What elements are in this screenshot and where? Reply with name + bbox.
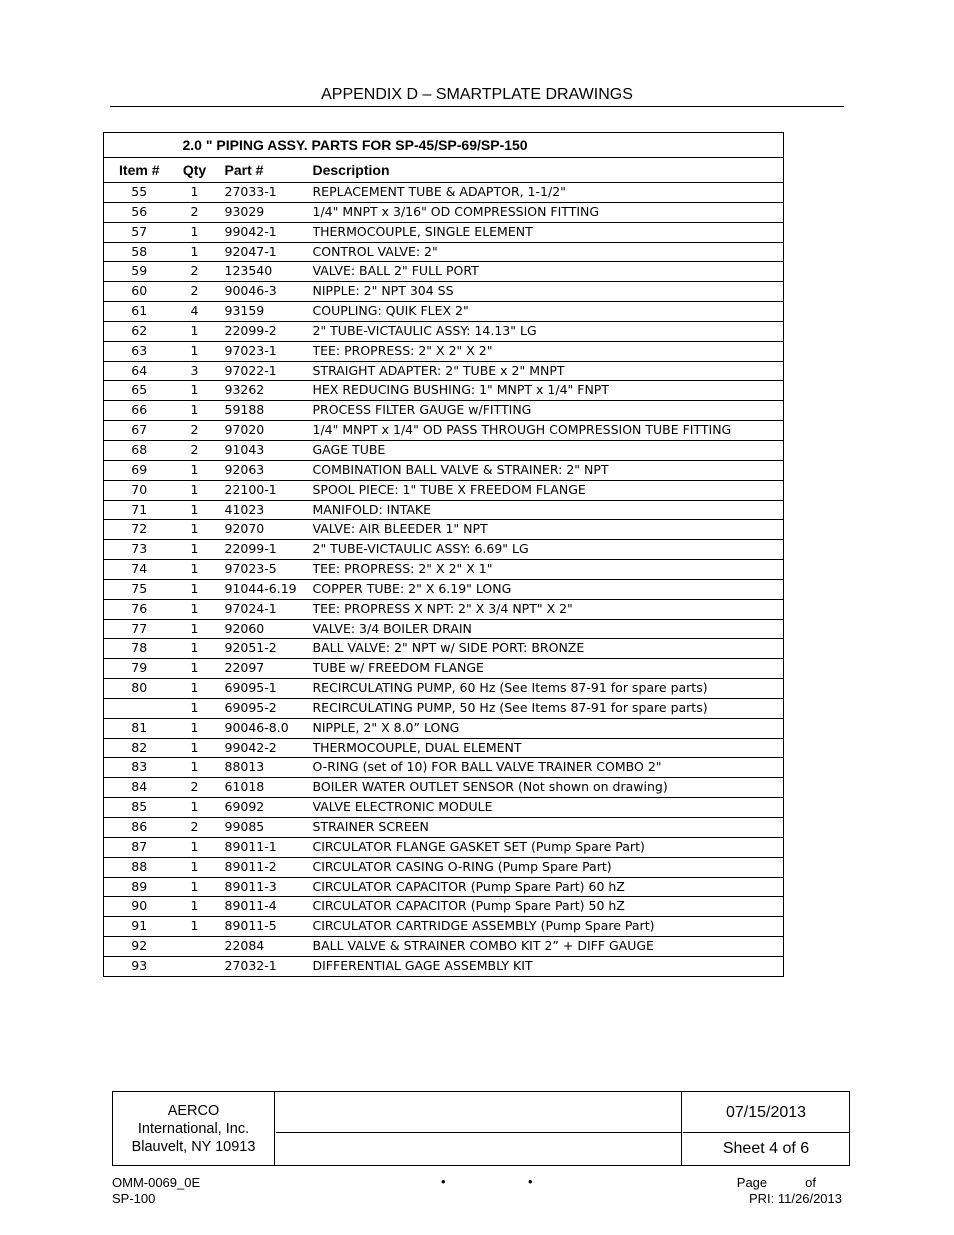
item-cell: 92	[104, 937, 175, 957]
table-row	[104, 282, 784, 302]
part-number-cell: 22097	[215, 659, 313, 679]
qty-cell: 1	[175, 460, 215, 480]
footer-bullet-2: •	[528, 1174, 533, 1189]
table-row	[104, 540, 784, 560]
table-row	[104, 222, 784, 242]
company-name: AERCO	[167, 1103, 220, 1119]
description-cell: RECIRCULATING PUMP, 50 Hz (See Items 87-91 for spare parts)	[313, 698, 784, 718]
qty-cell: 1	[175, 758, 215, 778]
part-number-cell: 97023-1	[215, 341, 313, 361]
item-cell: 56	[104, 202, 175, 222]
qty-cell: 1	[175, 480, 215, 500]
item-cell: 75	[104, 579, 175, 599]
table-row	[104, 460, 784, 480]
company-line-2: International, Inc.	[137, 1121, 250, 1137]
qty-cell: 1	[175, 341, 215, 361]
qty-cell: 1	[175, 579, 215, 599]
item-cell: 84	[104, 778, 175, 798]
table-row	[104, 857, 784, 877]
table-header-row	[104, 158, 784, 183]
description-cell: CIRCULATOR CAPACITOR (Pump Spare Part) 50 hZ	[313, 897, 784, 917]
qty-cell	[175, 937, 215, 957]
item-cell: 77	[104, 619, 175, 639]
page-number-line	[680, 1175, 842, 1191]
qty-cell: 2	[175, 778, 215, 798]
part-number-cell: 61018	[215, 778, 313, 798]
item-cell: 74	[104, 560, 175, 580]
company-block	[113, 1092, 275, 1165]
part-number-cell: 59188	[215, 401, 313, 421]
table-row	[104, 937, 784, 957]
item-cell: 64	[104, 361, 175, 381]
qty-cell: 1	[175, 381, 215, 401]
item-cell: 57	[104, 222, 175, 242]
table-row	[104, 262, 784, 282]
table-row	[104, 818, 784, 838]
part-number-cell: 99042-1	[215, 222, 313, 242]
table-row	[104, 520, 784, 540]
table-row	[104, 421, 784, 441]
qty-cell: 3	[175, 361, 215, 381]
part-number-cell: 99085	[215, 818, 313, 838]
qty-cell: 2	[175, 818, 215, 838]
part-number-cell: 92047-1	[215, 242, 313, 262]
qty-cell: 1	[175, 659, 215, 679]
table-title: 2.0 " PIPING ASSY. PARTS FOR SP-45/SP-69/SP-150	[175, 133, 784, 158]
description-cell: VALVE: 3/4 BOILER DRAIN	[313, 619, 784, 639]
item-cell: 86	[104, 818, 175, 838]
item-cell: 90	[104, 897, 175, 917]
description-cell: NIPPLE: 2" NPT 304 SS	[313, 282, 784, 302]
table-row	[104, 758, 784, 778]
part-number-cell: 89011-1	[215, 837, 313, 857]
table-row	[104, 440, 784, 460]
item-cell: 88	[104, 857, 175, 877]
table-row	[104, 956, 784, 976]
table-row	[104, 639, 784, 659]
item-cell: 72	[104, 520, 175, 540]
table-row	[104, 579, 784, 599]
part-number-cell: 89011-5	[215, 917, 313, 937]
table-row	[104, 798, 784, 818]
part-number-cell: 92051-2	[215, 639, 313, 659]
qty-cell: 1	[175, 738, 215, 758]
part-number-cell: 91043	[215, 440, 313, 460]
table-row	[104, 698, 784, 718]
item-cell: 69	[104, 460, 175, 480]
description-cell: CIRCULATOR CASING O-RING (Pump Spare Part)	[313, 857, 784, 877]
description-cell: VALVE ELECTRONIC MODULE	[313, 798, 784, 818]
qty-cell: 1	[175, 877, 215, 897]
qty-cell: 4	[175, 302, 215, 322]
description-cell: THERMOCOUPLE, DUAL ELEMENT	[313, 738, 784, 758]
part-number-cell: 27033-1	[215, 183, 313, 203]
item-cell: 70	[104, 480, 175, 500]
table-row	[104, 599, 784, 619]
part-number-cell: 89011-4	[215, 897, 313, 917]
item-cell: 80	[104, 679, 175, 699]
table-row	[104, 877, 784, 897]
part-number-cell: 22084	[215, 937, 313, 957]
description-cell: BALL VALVE: 2" NPT w/ SIDE PORT: BRONZE	[313, 639, 784, 659]
title-block-date: 07/15/2013	[683, 1092, 849, 1133]
description-cell: TUBE w/ FREEDOM FLANGE	[313, 659, 784, 679]
description-cell: COMBINATION BALL VALVE & STRAINER: 2" NPT	[313, 460, 784, 480]
qty-cell: 2	[175, 202, 215, 222]
part-number-cell: 27032-1	[215, 956, 313, 976]
item-cell: 68	[104, 440, 175, 460]
description-cell: COUPLING: QUIK FLEX 2"	[313, 302, 784, 322]
part-number-cell: 89011-2	[215, 857, 313, 877]
description-cell: 1/4" MNPT x 1/4" OD PASS THROUGH COMPRESSION TUBE FITTING	[313, 421, 784, 441]
qty-cell: 1	[175, 837, 215, 857]
company-address: Blauvelt, NY 10913	[131, 1139, 256, 1155]
part-number-cell: 91044-6.19	[215, 579, 313, 599]
qty-cell: 1	[175, 401, 215, 421]
description-cell: REPLACEMENT TUBE & ADAPTOR, 1-1/2"	[313, 183, 784, 203]
item-cell: 91	[104, 917, 175, 937]
part-number-cell: 22099-1	[215, 540, 313, 560]
description-cell: MANIFOLD: INTAKE	[313, 500, 784, 520]
description-cell: STRAINER SCREEN	[313, 818, 784, 838]
table-row	[104, 500, 784, 520]
qty-cell: 1	[175, 718, 215, 738]
item-cell: 61	[104, 302, 175, 322]
part-number-cell: 41023	[215, 500, 313, 520]
item-cell: 60	[104, 282, 175, 302]
table-row	[104, 659, 784, 679]
part-number-cell: 69095-1	[215, 679, 313, 699]
title-block-blank-bottom	[276, 1133, 682, 1165]
item-cell: 71	[104, 500, 175, 520]
item-cell: 82	[104, 738, 175, 758]
item-cell: 78	[104, 639, 175, 659]
part-number-cell: 92070	[215, 520, 313, 540]
part-number-cell: 92060	[215, 619, 313, 639]
table-row	[104, 341, 784, 361]
item-cell: 79	[104, 659, 175, 679]
column-header-qty: Qty	[175, 158, 215, 183]
qty-cell: 1	[175, 798, 215, 818]
item-cell: 67	[104, 421, 175, 441]
qty-cell: 1	[175, 500, 215, 520]
qty-cell: 1	[175, 540, 215, 560]
description-cell: DIFFERENTIAL GAGE ASSEMBLY KIT	[313, 956, 784, 976]
qty-cell: 1	[175, 321, 215, 341]
part-number-cell: 123540	[215, 262, 313, 282]
title-block-blank-top	[276, 1092, 682, 1133]
description-cell: O-RING (set of 10) FOR BALL VALVE TRAINER COMBO 2"	[313, 758, 784, 778]
description-cell: 2" TUBE-VICTAULIC ASSY: 6.69" LG	[313, 540, 784, 560]
part-number-cell: 93262	[215, 381, 313, 401]
table-row	[104, 778, 784, 798]
column-header-part: Part #	[215, 158, 313, 183]
item-cell: 85	[104, 798, 175, 818]
part-number-cell: 97023-5	[215, 560, 313, 580]
qty-cell: 1	[175, 183, 215, 203]
part-number-cell: 22099-2	[215, 321, 313, 341]
qty-cell	[175, 956, 215, 976]
qty-cell: 2	[175, 282, 215, 302]
header-divider	[110, 106, 844, 107]
qty-cell: 2	[175, 262, 215, 282]
part-number-cell: 92063	[215, 460, 313, 480]
of-label: of	[805, 1175, 816, 1190]
qty-cell: 1	[175, 560, 215, 580]
part-number-cell: 93159	[215, 302, 313, 322]
description-cell: GAGE TUBE	[313, 440, 784, 460]
part-number-cell: 90046-8.0	[215, 718, 313, 738]
description-cell: 2" TUBE-VICTAULIC ASSY: 14.13" LG	[313, 321, 784, 341]
table-row	[104, 738, 784, 758]
qty-cell: 2	[175, 421, 215, 441]
description-cell: NIPPLE, 2" X 8.0” LONG	[313, 718, 784, 738]
part-number-cell: 88013	[215, 758, 313, 778]
description-cell: THERMOCOUPLE, SINGLE ELEMENT	[313, 222, 784, 242]
table-row	[104, 202, 784, 222]
table-title-row	[104, 133, 784, 158]
part-number-cell: 97022-1	[215, 361, 313, 381]
table-row	[104, 837, 784, 857]
item-cell: 81	[104, 718, 175, 738]
description-cell: COPPER TUBE: 2" X 6.19" LONG	[313, 579, 784, 599]
table-row	[104, 718, 784, 738]
qty-cell: 2	[175, 440, 215, 460]
item-cell: 65	[104, 381, 175, 401]
qty-cell: 1	[175, 679, 215, 699]
qty-cell: 1	[175, 917, 215, 937]
description-cell: STRAIGHT ADAPTER: 2" TUBE x 2" MNPT	[313, 361, 784, 381]
qty-cell: 1	[175, 897, 215, 917]
model-number: SP-100	[112, 1191, 156, 1206]
table-row	[104, 302, 784, 322]
page-header-title: APPENDIX D – SMARTPLATE DRAWINGS	[321, 86, 633, 103]
item-cell: 83	[104, 758, 175, 778]
part-number-cell: 93029	[215, 202, 313, 222]
part-number-cell: 69092	[215, 798, 313, 818]
footer-right	[680, 1175, 842, 1207]
column-header-description: Description	[313, 158, 784, 183]
part-number-cell: 22100-1	[215, 480, 313, 500]
item-cell: 63	[104, 341, 175, 361]
description-cell: HEX REDUCING BUSHING: 1" MNPT x 1/4" FNPT	[313, 381, 784, 401]
qty-cell: 1	[175, 222, 215, 242]
title-block	[112, 1091, 850, 1166]
title-block-sheet: Sheet 4 of 6	[722, 1140, 810, 1157]
description-cell: RECIRCULATING PUMP, 60 Hz (See Items 87-91 for spare parts)	[313, 679, 784, 699]
parts-table	[103, 132, 784, 977]
doc-number: OMM-0069_0E	[112, 1175, 201, 1190]
table-row	[104, 897, 784, 917]
item-cell: 62	[104, 321, 175, 341]
table-body	[104, 183, 784, 977]
description-cell: TEE: PROPRESS X NPT: 2" X 3/4 NPT" X 2"	[313, 599, 784, 619]
item-cell: 73	[104, 540, 175, 560]
item-cell: 93	[104, 956, 175, 976]
table-row	[104, 321, 784, 341]
part-number-cell: 97024-1	[215, 599, 313, 619]
description-cell: 1/4" MNPT x 3/16" OD COMPRESSION FITTING	[313, 202, 784, 222]
description-cell: CIRCULATOR FLANGE GASKET SET (Pump Spare Part)	[313, 837, 784, 857]
page-label: Page	[736, 1175, 768, 1190]
description-cell: CIRCULATOR CAPACITOR (Pump Spare Part) 60 hZ	[313, 877, 784, 897]
description-cell: VALVE: AIR BLEEDER 1" NPT	[313, 520, 784, 540]
table-row	[104, 560, 784, 580]
description-cell: CIRCULATOR CARTRIDGE ASSEMBLY (Pump Spare Part)	[313, 917, 784, 937]
qty-cell: 1	[175, 520, 215, 540]
footer-left	[112, 1175, 200, 1207]
qty-cell: 1	[175, 698, 215, 718]
column-header-item: Item #	[104, 158, 175, 183]
item-cell: 66	[104, 401, 175, 421]
description-cell: BOILER WATER OUTLET SENSOR (Not shown on drawing)	[313, 778, 784, 798]
item-cell: 59	[104, 262, 175, 282]
table-row	[104, 242, 784, 262]
item-cell: 87	[104, 837, 175, 857]
qty-cell: 1	[175, 619, 215, 639]
description-cell: TEE: PROPRESS: 2" X 2" X 1"	[313, 560, 784, 580]
item-cell	[104, 698, 175, 718]
footer-bullet-1: •	[441, 1174, 446, 1189]
table-row	[104, 183, 784, 203]
part-number-cell: 69095-2	[215, 698, 313, 718]
description-cell: CONTROL VALVE: 2"	[313, 242, 784, 262]
description-cell: VALVE: BALL 2" FULL PORT	[313, 262, 784, 282]
pri-date: PRI: 11/26/2013	[749, 1191, 842, 1206]
table-row	[104, 917, 784, 937]
item-cell: 58	[104, 242, 175, 262]
part-number-cell: 97020	[215, 421, 313, 441]
table-row	[104, 401, 784, 421]
part-number-cell: 89011-3	[215, 877, 313, 897]
item-cell: 89	[104, 877, 175, 897]
table-row	[104, 619, 784, 639]
part-number-cell: 90046-3	[215, 282, 313, 302]
table-row	[104, 480, 784, 500]
qty-cell: 1	[175, 639, 215, 659]
qty-cell: 1	[175, 242, 215, 262]
description-cell: BALL VALVE & STRAINER COMBO KIT 2” + DIFF GAUGE	[313, 937, 784, 957]
table-row	[104, 679, 784, 699]
description-cell: PROCESS FILTER GAUGE w/FITTING	[313, 401, 784, 421]
qty-cell: 1	[175, 599, 215, 619]
table-row	[104, 381, 784, 401]
item-cell: 76	[104, 599, 175, 619]
description-cell: SPOOL PIECE: 1" TUBE X FREEDOM FLANGE	[313, 480, 784, 500]
part-number-cell: 99042-2	[215, 738, 313, 758]
table-row	[104, 361, 784, 381]
item-cell: 55	[104, 183, 175, 203]
qty-cell: 1	[175, 857, 215, 877]
description-cell: TEE: PROPRESS: 2" X 2" X 2"	[313, 341, 784, 361]
